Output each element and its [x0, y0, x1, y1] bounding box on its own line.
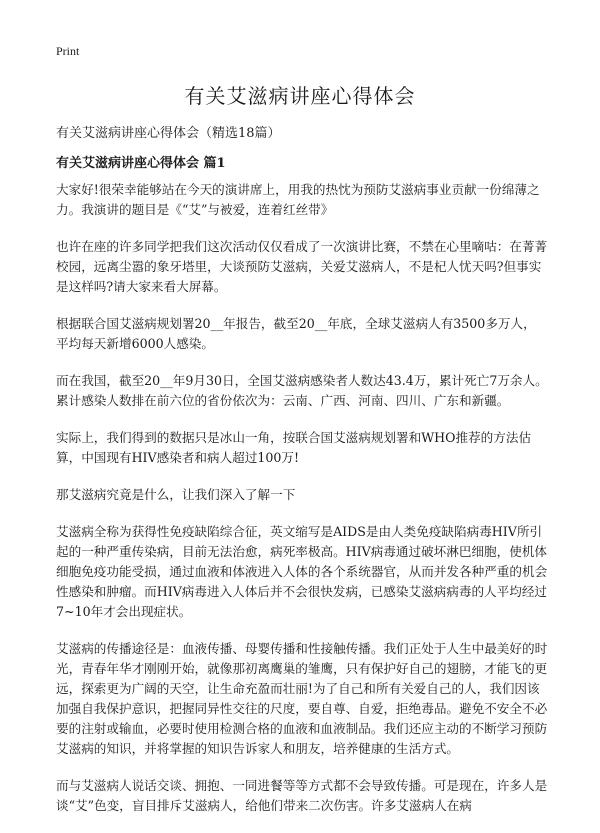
document-subtitle: 有关艾滋病讲座心得体会（精选18篇）	[56, 126, 281, 141]
paragraph-4: 而在我国，截至20__年9月30日，全国艾滋病感染者人数达43.4万，累计死亡7万余人。累计感染人数排在前六位的省份依次为：云南、广西、河南、四川、广东和新疆。	[56, 373, 548, 408]
section-heading: 有关艾滋病讲座心得体会 篇1	[56, 156, 226, 171]
print-label: Print	[56, 44, 80, 58]
paragraph-5: 实际上，我们得到的数据只是冰山一角，按联合国艾滋病规划署和WHO推荐的方法估算，中国现有HIV感染者和病人超过100万!	[56, 430, 532, 465]
paragraph-9: 而与艾滋病人说话交谈、拥抱、一同进餐等等方式都不会导致传播。可是现在，许多人是谈“艾”色变，盲目排斥艾滋病人，给他们带来二次伤害。许多艾滋病人在病	[56, 778, 548, 813]
paragraph-1: 大家好!很荣幸能够站在今天的演讲席上，用我的热忱为预防艾滋病事业贡献一份绵薄之力。我演讲的题目是《“艾”与被爱，连着红丝带》	[56, 182, 540, 217]
document-body	[56, 180, 548, 833]
paragraph-7: 艾滋病全称为获得性免疫缺陷综合征，英文缩写是AIDS是由人类免疫缺陷病毒HIV所引起的一种严重传染病，目前无法治愈，病死率极高。HIV病毒通过破坏淋巴细胞，使机体细胞免疫功能受损，通过血液和体液进入人体的各个系统器官，从而并发各种严重的机会性感染和肿瘤。而HIV病毒进入人体后并不会很快发病，已感染艾滋病病毒的人平均经过7~10年才会出现症状。	[56, 524, 548, 619]
paragraph-3: 根据联合国艾滋病规划署20__年报告，截至20__年底，全球艾滋病人有3500多万人，平均每天新增6000人感染。	[56, 316, 536, 351]
document-title: 有关艾滋病讲座心得体会	[184, 84, 416, 108]
paragraph-8: 艾滋病的传播途径是：血液传播、母婴传播和性接触传播。我们正处于人生中最美好的时光，青春年华才刚刚开始，就像那初离鹰巢的雏鹰，只有保护好自己的翅膀，才能飞的更远，探索更为广阔的天空，让生命充盈而壮丽!为了自己和所有关爱自己的人，我们因该加强自我保护意识，把握同异性交往的尺度，要自尊、自爱，拒绝毒品。避免不安全不必要的注射或输血，必要时使用检测合格的血液和血液制品。我们还应主动的不断学习预防艾滋病的知识，并将掌握的知识告诉家人和朋友，培养健康的生活方式。	[56, 641, 548, 756]
paragraph-2: 也许在座的许多同学把我们这次活动仅仅看成了一次演讲比赛，不禁在心里嘀咕：在菁菁校园，远离尘嚣的象牙塔里，大谈预防艾滋病，关爱艾滋病人，不是杞人忧天吗?但事实是这样吗?请大家来看大屏幕。	[56, 239, 548, 294]
paragraph-6: 那艾滋病究竟是什么，让我们深入了解一下	[56, 487, 296, 502]
